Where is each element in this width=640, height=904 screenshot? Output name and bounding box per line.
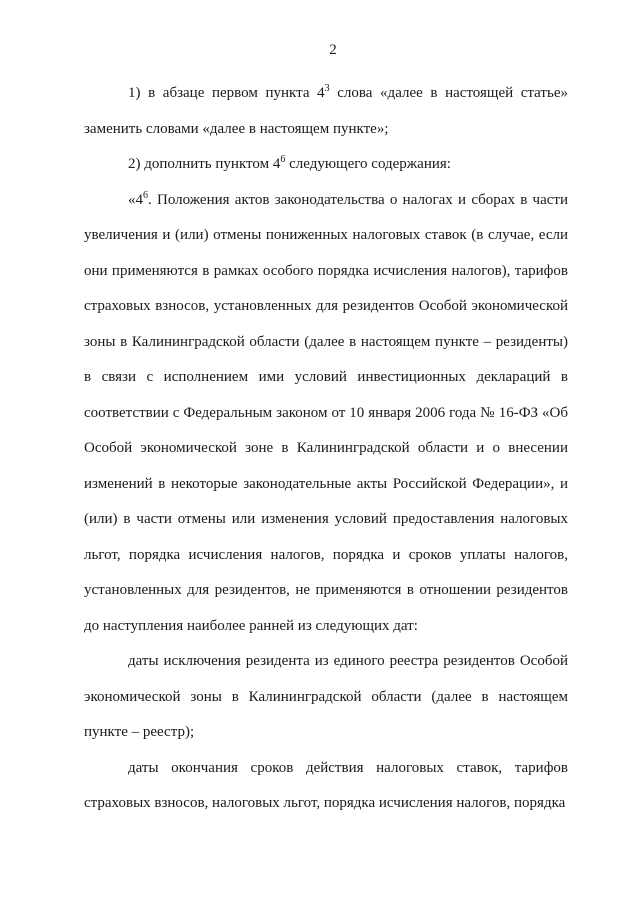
paragraph-5 <box>84 751 568 822</box>
paragraph-1-text-cont: слова «далее в настоящей статье» заменить словами «далее в настоящем пункте»; <box>84 85 568 137</box>
paragraph-2 <box>84 147 568 183</box>
superscript: 6 <box>143 189 148 201</box>
paragraph-4-text: даты исключения резидента из единого реестра резидентов Особой экономической зоны в Калининградской области (далее в настоящем пункте – реестр); <box>84 653 568 740</box>
page-number: 2 <box>329 42 337 58</box>
paragraph-1 <box>84 76 568 147</box>
superscript: 6 <box>280 154 286 165</box>
paragraph-5-text: даты окончания сроков действия налоговых ставок, тарифов страховых взносов, налоговых льгот, порядка исчисления налогов, порядка <box>84 759 568 811</box>
paragraph-4 <box>84 644 568 751</box>
superscript: 3 <box>324 83 330 94</box>
paragraph-3-text-cont: . Положения актов законодательства о налогах и сборах в части увеличения и (или) отмены пониженных налоговых ставок (в случае, если они применяются в рамках особого порядка исчисления налогов), тарифов страховых взносов, установленных для резидентов Особой экономической зоны в Калининградской области (далее в настоящем пункте – резиденты) в связи с исполнением ими условий инвестиционных деклараций в соответствии с Федеральным законом от 10 января 2006 года № 16-ФЗ «Об Особой экономической зоне в Калининградской области и о внесении изменений в некоторые законодательные акты Российской Федерации», и (или) в части отмены или изменения условий предоставления налоговых льгот, порядка исчисления налогов, порядка и сроков уплаты налогов, установленных для резидентов, не применяются в отношении резидентов до наступления наиболее ранней из следующих дат: <box>84 191 568 634</box>
paragraph-2-text-cont: следующего содержания: <box>285 156 451 172</box>
paragraph-2-text: 2) дополнить пунктом 4 <box>128 156 281 172</box>
paragraph-3-text: «4 <box>128 191 143 208</box>
paragraph-3 <box>84 183 568 645</box>
paragraph-1-text: 1) в абзаце первом пункта 4 <box>128 85 325 101</box>
